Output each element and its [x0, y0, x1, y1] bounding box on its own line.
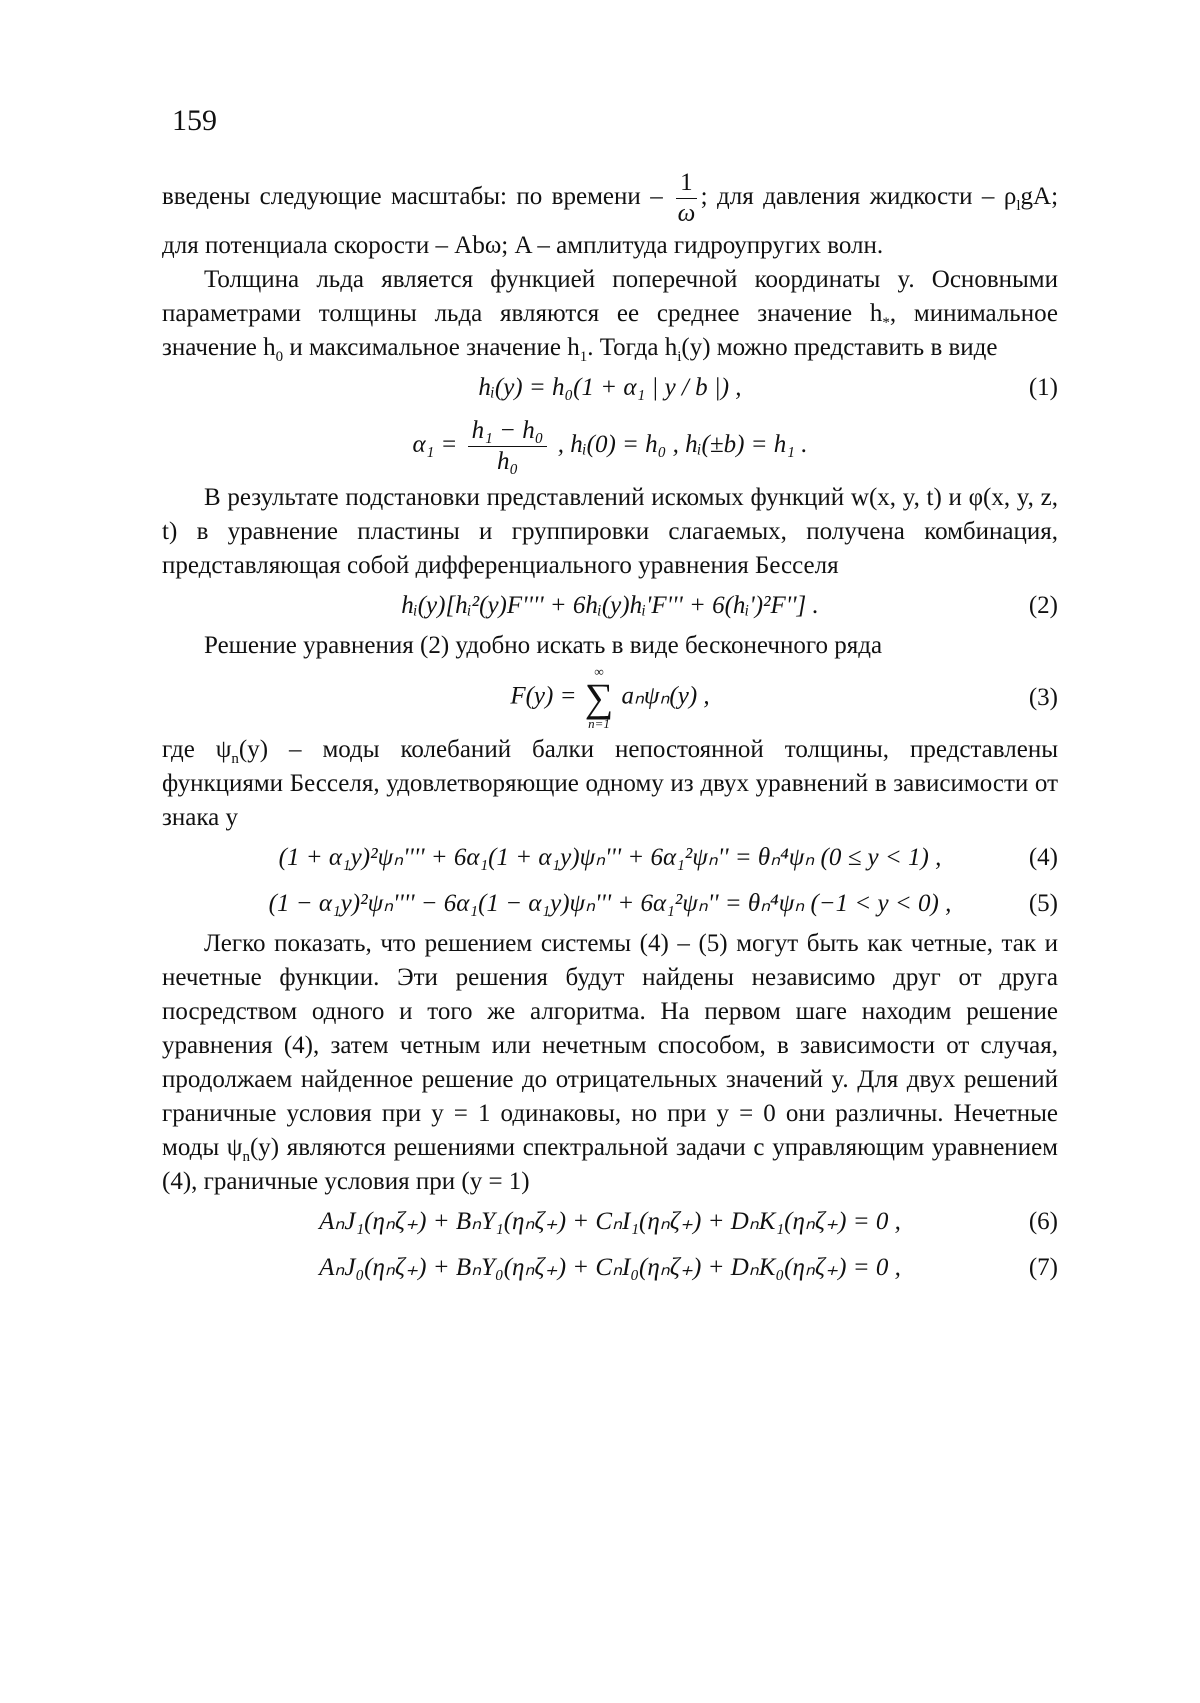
text-column	[162, 168, 1058, 1291]
equation-4: (1 + α₁y)²ψₙ'''' + 6α₁(1 + α₁y)ψₙ''' + 6α₁²ψₙ'' = θₙ⁴ψₙ (0 ≤ y < 1) , (4)	[278, 844, 1058, 871]
equation-7: AₙJ₀(ηₙζ₊) + BₙY₀(ηₙζ₊) + CₙI₀(ηₙζ₊) + DₙK₀(ηₙζ₊) = 0 , (7)	[319, 1254, 1058, 1281]
equation-2: hᵢ(y)[hᵢ²(y)F'''' + 6hᵢ(y)hᵢ'F''' + 6(hᵢ')²F''] . (2)	[401, 592, 1058, 619]
summation-sign: ∞ ∑ n=1	[584, 664, 614, 731]
paragraph-modes: где $\psi_n(y)$ – моды колебаний балки непостоянной толщины, представлены функциями Бесселя, удовлетворяющие одному из двух уравнений в зависимости от знака y	[162, 736, 1058, 831]
equation-1b: α₁ = $\frac{\text{h₁ − h₀}}{\text{h₀}}$ , hᵢ(0) = h₀ , hᵢ(±b) = h₁ .	[412, 416, 808, 475]
paragraph-ice-thickness: Толщина льда является функцией поперечной координаты y. Основными параметрами толщины льда являются ее среднее значение $h_*$, минимальное значение $h_0$ и максимальное значение $h_1$. Тогда $h_i(y)$ можно представить в виде	[162, 266, 1058, 365]
paragraph-substitution: В результате подстановки представлений искомых функций w(x, y, t) и φ(x, y, z, t) в уравнение пластины и группировки слагаемых, получена комбинация, представляющая собой дифференциального уравнения Бесселя	[162, 484, 1058, 579]
fraction-alpha: $\frac{\text{h₁ − h₀}}{\text{h₀}}$	[468, 416, 548, 477]
paragraph-series: Решение уравнения (2) удобно искать в виде бесконечного ряда	[204, 632, 883, 659]
fraction-time-scale: $\frac{1}{\omega}$	[677, 169, 696, 227]
paragraph-scales: введены следующие масштабы: по времени – $\frac{1}{\omega}$ ; для давления жидкости – $\rho_lgA$; для потенциала скорости – Abω; A – амплитуда гидроупругих волн.	[162, 169, 1059, 259]
equation-3: F(y) = ∞ ∑ n=1 aₙψₙ(y) , (3)	[510, 664, 1058, 731]
equation-1: hᵢ(y) = h₀(1 + α₁ | y / b |) , (1)	[478, 374, 1058, 401]
equation-6: AₙJ₁(ηₙζ₊) + BₙY₁(ηₙζ₊) + CₙI₁(ηₙζ₊) + DₙK₁(ηₙζ₊) = 0 , (6)	[319, 1208, 1058, 1235]
equation-5: (1 − α₁y)²ψₙ'''' − 6α₁(1 − α₁y)ψₙ''' + 6α₁²ψₙ'' = θₙ⁴ψₙ (−1 < y < 0) , (5)	[268, 890, 1058, 917]
page-number: 159	[172, 104, 217, 137]
paragraph-even-odd: Легко показать, что решением системы (4) – (5) могут быть как четные, так и нечетные функции. Эти решения будут найдены независимо друг от друга посредством одного и того же алгоритма. На первом шаге находим решение уравнения (4), затем четным или нечетным способом, в зависимости от случая, продолжаем найденное решение до отрицательных значений y. Для двух решений граничные условия при y = 1 одинаковы, но при y = 0 они различны. Нечетные моды $\psi_n(y)$ являются решениями спектральной задачи с управляющим уравнением (4), граничные условия при (y = 1)	[162, 930, 1058, 1195]
